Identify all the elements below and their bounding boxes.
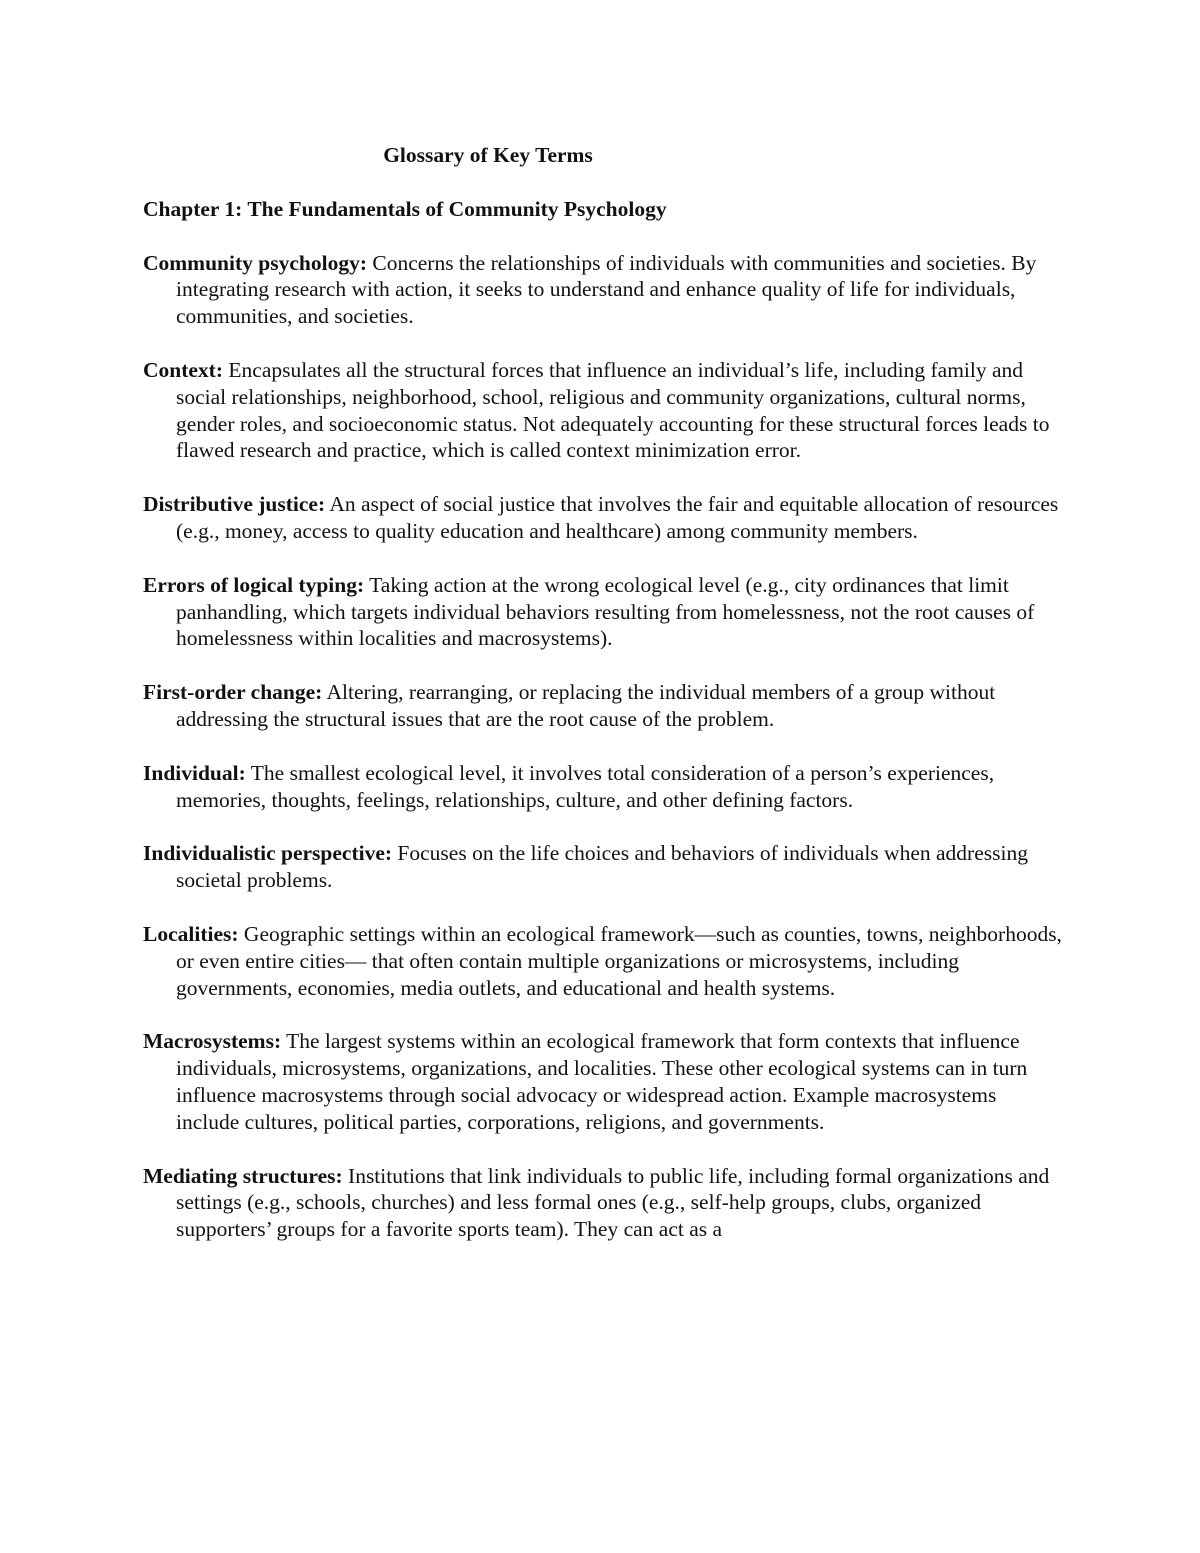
glossary-definition: The smallest ecological level, it involves total consideration of a person’s experiences, memories, thoughts, feelings, relationships, culture, and other defining factors. [176,760,995,812]
glossary-entry [143,840,1063,894]
glossary-entry [143,1163,1063,1243]
glossary-entry [143,491,1063,545]
glossary-entry [143,921,1063,1001]
glossary-term: Errors of logical typing: [143,572,365,597]
glossary-term: Individualistic perspective: [143,841,393,866]
glossary-definition: An aspect of social justice that involves the fair and equitable allocation of resources (e.g., money, access to quality education and healthcare) among community members. [176,492,1059,543]
glossary-definition: Institutions that link individuals to public life, including formal organizations and settings (e.g., schools, churches) and less formal ones (e.g., self-help groups, clubs, organized supporters’ groups for a favorite sports team). They can act as a [176,1163,1050,1242]
document-body [143,142,1063,1270]
glossary-definition: Concerns the relationships of individuals with communities and societies. By integrating research with action, it seeks to understand and enhance quality of life for individuals, communities, and societies. [176,250,1037,329]
glossary-entry [143,572,1063,652]
glossary-entry [143,1028,1063,1135]
glossary-term: Context: [143,357,224,382]
glossary-term: Individual: [143,760,246,785]
glossary-term: First-order change: [143,680,323,705]
chapter-heading: Chapter 1: The Fundamentals of Community Psychology [143,196,667,221]
glossary-entry [143,250,1063,330]
glossary-definition: Altering, rearranging, or replacing the individual members of a group without addressing the structural issues that are the root cause of the problem. [176,680,996,731]
glossary-entry [143,357,1063,464]
glossary-definition: Geographic settings within an ecological framework—such as counties, towns, neighborhoods, or even entire cities— that often contain multiple organizations or microsystems, including governments, economies, media outlets, and educational and health systems. [176,921,1062,1000]
glossary-definition: The largest systems within an ecological framework that form contexts that influence individuals, microsystems, organizations, and localities. These other ecological systems can in turn influence macrosystems through social advocacy or widespread action. Example macrosystems include cultures, political parties, corporations, religions, and governments. [176,1029,1028,1134]
glossary-term: Mediating structures: [143,1163,343,1188]
glossary-term: Macrosystems: [143,1029,282,1054]
glossary-term: Distributive justice: [143,492,326,517]
glossary-definition: Focuses on the life choices and behaviors of individuals when addressing societal problems. [176,841,1028,893]
glossary-term: Community psychology: [143,250,367,275]
glossary-definition: Taking action at the wrong ecological level (e.g., city ordinances that limit panhandling, which targets individual behaviors resulting from homelessness, not the root causes of homelessness within localities and macrosystems). [176,572,1035,651]
glossary-entry [143,760,1063,814]
glossary-entry [143,679,1063,733]
glossary-definition: Encapsulates all the structural forces that influence an individual’s life, including family and social relationships, neighborhood, school, religious and community organizations, cultural norms, gender roles, and socioeconomic status. Not adequately accounting for these structural forces leads to flawed research and practice, which is called context minimization error. [176,357,1050,463]
document-title: Glossary of Key Terms [383,143,593,167]
glossary-term: Localities: [143,921,239,946]
